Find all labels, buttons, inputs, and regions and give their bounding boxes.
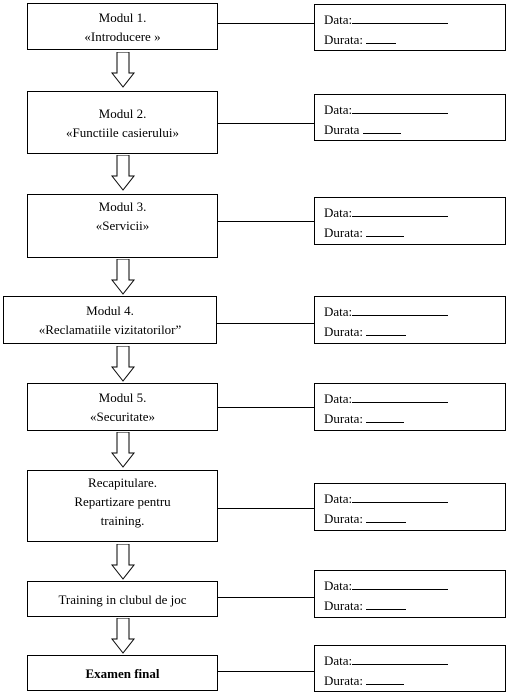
down-arrow-icon [111, 155, 135, 191]
duration-line [324, 222, 505, 242]
step-box-training [27, 581, 218, 617]
step-box-modul-5 [27, 383, 218, 431]
step-box-modul-4 [3, 296, 217, 344]
date-line [324, 99, 505, 119]
info-box-modul-4 [314, 296, 506, 344]
duration-line [324, 29, 505, 49]
duration-blank [366, 595, 406, 610]
date-label: Data: [324, 491, 353, 506]
connector-line [218, 508, 314, 509]
step-title-line: Repartizare pentru [74, 494, 171, 509]
step-box-modul-2 [27, 91, 218, 154]
date-label: Data: [324, 102, 353, 117]
date-line [324, 388, 505, 408]
step-box-modul-3 [27, 194, 218, 258]
date-blank [352, 202, 448, 217]
duration-label: Durata: [324, 673, 367, 688]
date-label: Data: [324, 12, 353, 27]
date-blank [352, 650, 448, 665]
date-label: Data: [324, 205, 353, 220]
date-blank [352, 575, 448, 590]
duration-blank [366, 408, 404, 423]
info-box-modul-3 [314, 197, 506, 245]
down-arrow-icon [111, 618, 135, 654]
connector-line [218, 671, 314, 672]
step-title-line: «Functiile casierului» [65, 124, 179, 140]
info-box-examen-final [314, 645, 506, 692]
step-title [39, 301, 182, 339]
duration-line [324, 508, 505, 528]
duration-blank [366, 508, 406, 523]
step-title-line: Training in clubul de joc [58, 591, 187, 607]
step-title-line: Modul 1. [98, 9, 147, 25]
step-title [66, 104, 179, 142]
down-arrow-icon [111, 52, 135, 88]
date-label: Data: [324, 304, 353, 319]
duration-label: Durata: [324, 225, 367, 240]
connector-line [218, 407, 314, 408]
duration-line [324, 408, 505, 428]
step-title-line: training. [100, 513, 145, 528]
connector-line [217, 323, 314, 324]
duration-label: Durata: [324, 411, 367, 426]
info-box-recapitulare [314, 483, 506, 531]
duration-line [324, 595, 505, 615]
duration-label: Durata: [324, 598, 367, 613]
step-title-line: Recapitulare. [88, 475, 157, 490]
date-label: Data: [324, 391, 353, 406]
info-box-modul-5 [314, 383, 506, 431]
step-title-line: «Securitate» [90, 409, 155, 424]
down-arrow-icon [111, 432, 135, 468]
duration-blank [366, 222, 404, 237]
down-arrow-icon [111, 544, 135, 580]
step-box-examen-final [27, 655, 218, 691]
step-title-line: Modul 4. [86, 303, 134, 318]
connector-line [218, 23, 314, 24]
step-box-recapitulare [27, 470, 218, 542]
date-blank [352, 99, 448, 114]
duration-blank [366, 321, 406, 336]
step-title-line: Modul 3. [98, 199, 147, 214]
connector-line [218, 597, 314, 598]
info-box-modul-1 [314, 4, 506, 51]
duration-label: Durata [324, 122, 363, 137]
info-box-modul-2 [314, 94, 506, 141]
step-box-modul-1 [27, 3, 218, 50]
step-title [58, 590, 186, 609]
down-arrow-icon [111, 259, 135, 295]
step-title-line: Modul 5. [98, 390, 147, 405]
step-title [84, 8, 160, 46]
date-blank [352, 9, 448, 24]
date-line [324, 488, 505, 508]
date-blank [352, 488, 448, 503]
date-line [324, 575, 505, 595]
duration-label: Durata: [324, 324, 367, 339]
info-box-training [314, 570, 506, 618]
duration-line [324, 321, 505, 341]
date-label: Data: [324, 653, 353, 668]
duration-label: Durata: [324, 511, 367, 526]
duration-blank [366, 670, 404, 685]
step-title [90, 388, 155, 426]
duration-blank [363, 119, 401, 134]
step-title-line: Modul 2. [98, 105, 147, 121]
duration-line [324, 119, 505, 139]
date-blank [352, 301, 448, 316]
date-label: Data: [324, 578, 353, 593]
duration-line [324, 670, 505, 690]
step-title-line: «Reclamatiile vizitatorilor” [38, 322, 182, 337]
duration-blank [366, 29, 396, 44]
date-line [324, 202, 505, 222]
duration-label: Durata: [324, 32, 367, 47]
step-title-line: «Servicii» [95, 218, 150, 233]
date-line [324, 650, 505, 670]
date-line [324, 9, 505, 29]
down-arrow-icon [111, 346, 135, 382]
connector-line [218, 221, 314, 222]
step-title-line: «Introducere » [84, 28, 161, 44]
step-title [96, 197, 149, 235]
step-title [74, 473, 170, 530]
connector-line [218, 123, 314, 124]
step-title-line: Examen final [85, 665, 160, 681]
date-line [324, 301, 505, 321]
date-blank [352, 388, 448, 403]
step-title [85, 664, 159, 683]
